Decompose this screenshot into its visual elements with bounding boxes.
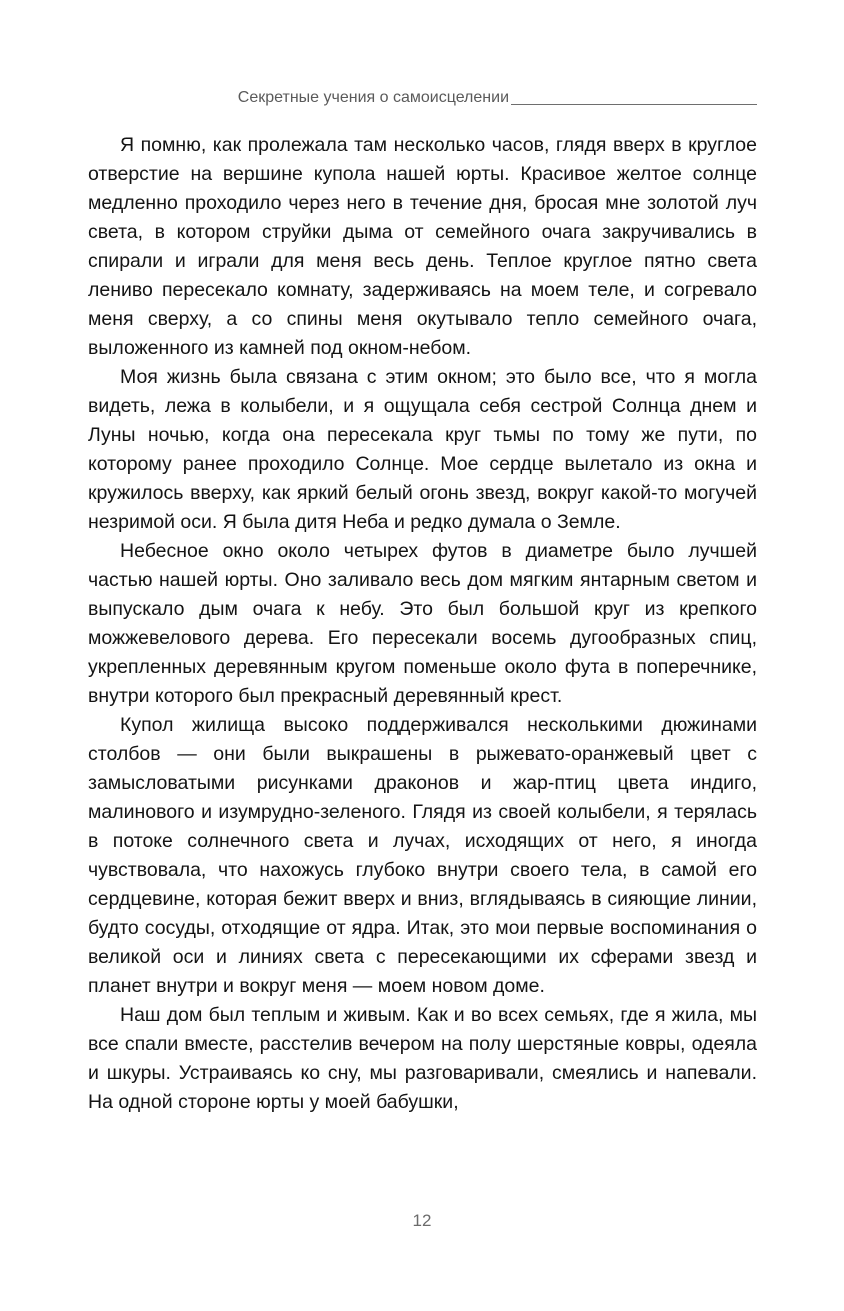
paragraph: Наш дом был теплым и живым. Как и во всех семьях, где я жила, мы все спали вместе, расстелив вечером на полу шерстяные ковры, одеяла и шкуры. Устраиваясь ко сну, мы разговаривали, смеялись и напевали. На одной стороне юрты у моей бабушки, xyxy=(88,1004,757,1114)
running-header xyxy=(88,88,757,107)
paragraph: Моя жизнь была связана с этим окном; это было все, что я могла видеть, лежа в колыбели, и я ощущала себя сестрой Солнца днем и Луны ночью, когда она пересекала круг тьмы по тому же пути, по которому ранее проходило Солнце. Мое сердце вылетало из окна и кружилось вверху, как яркий белый огонь звезд, вокруг какой-то могучей незримой оси. Я была дитя Неба и редко думала о Земле. xyxy=(88,366,757,534)
page-body-text xyxy=(88,131,757,1117)
paragraph: Я помню, как пролежала там несколько часов, глядя вверх в круглое отверстие на вершине купола нашей юрты. Красивое желтое солнце медленно проходило через него в течение дня, бросая мне золотой луч света, в котором струйки дыма от семейного очага закручивались в спирали и играли для меня весь день. Теплое круглое пятно света лениво пересекало комнату, задерживаясь на моем теле, и согревало меня сверху, а со спины меня окутывало тепло семейного очага, выложенного из камней под окном-небом. xyxy=(88,134,757,360)
header-rule-divider xyxy=(511,104,757,105)
running-header-title: Секретные учения о самоисцелении xyxy=(237,89,509,106)
page-number: 12 xyxy=(412,1211,432,1230)
paragraph: Купол жилища высоко поддерживался несколькими дюжинами столбов — они были выкрашены в рыжевато-оранжевый цвет с замысловатыми рисунками драконов и жар-птиц цвета индиго, малинового и изумрудно-зеленого. Глядя из своей колыбели, я терялась в потоке солнечного света и лучах, исходящих от него, я иногда чувствовала, что нахожусь глубоко внутри своего тела, в самой его сердцевине, которая бежит вверх и вниз, вглядываясь в сияющие линии, будто сосуды, отходящие от ядра. Итак, это мои первые воспоминания о великой оси и линиях света с пересекающими их сферами звезд и планет внутри и вокруг меня — моем новом доме. xyxy=(88,714,757,998)
paragraph: Небесное окно около четырех футов в диаметре было лучшей частью нашей юрты. Оно заливало весь дом мягким янтарным светом и выпускало дым очага к небу. Это был большой круг из крепкого можжевелового дерева. Его пересекали восемь дугообразных спиц, укрепленных деревянным кругом поменьше около фута в поперечнике, внутри которого был прекрасный деревянный крест. xyxy=(88,540,757,708)
